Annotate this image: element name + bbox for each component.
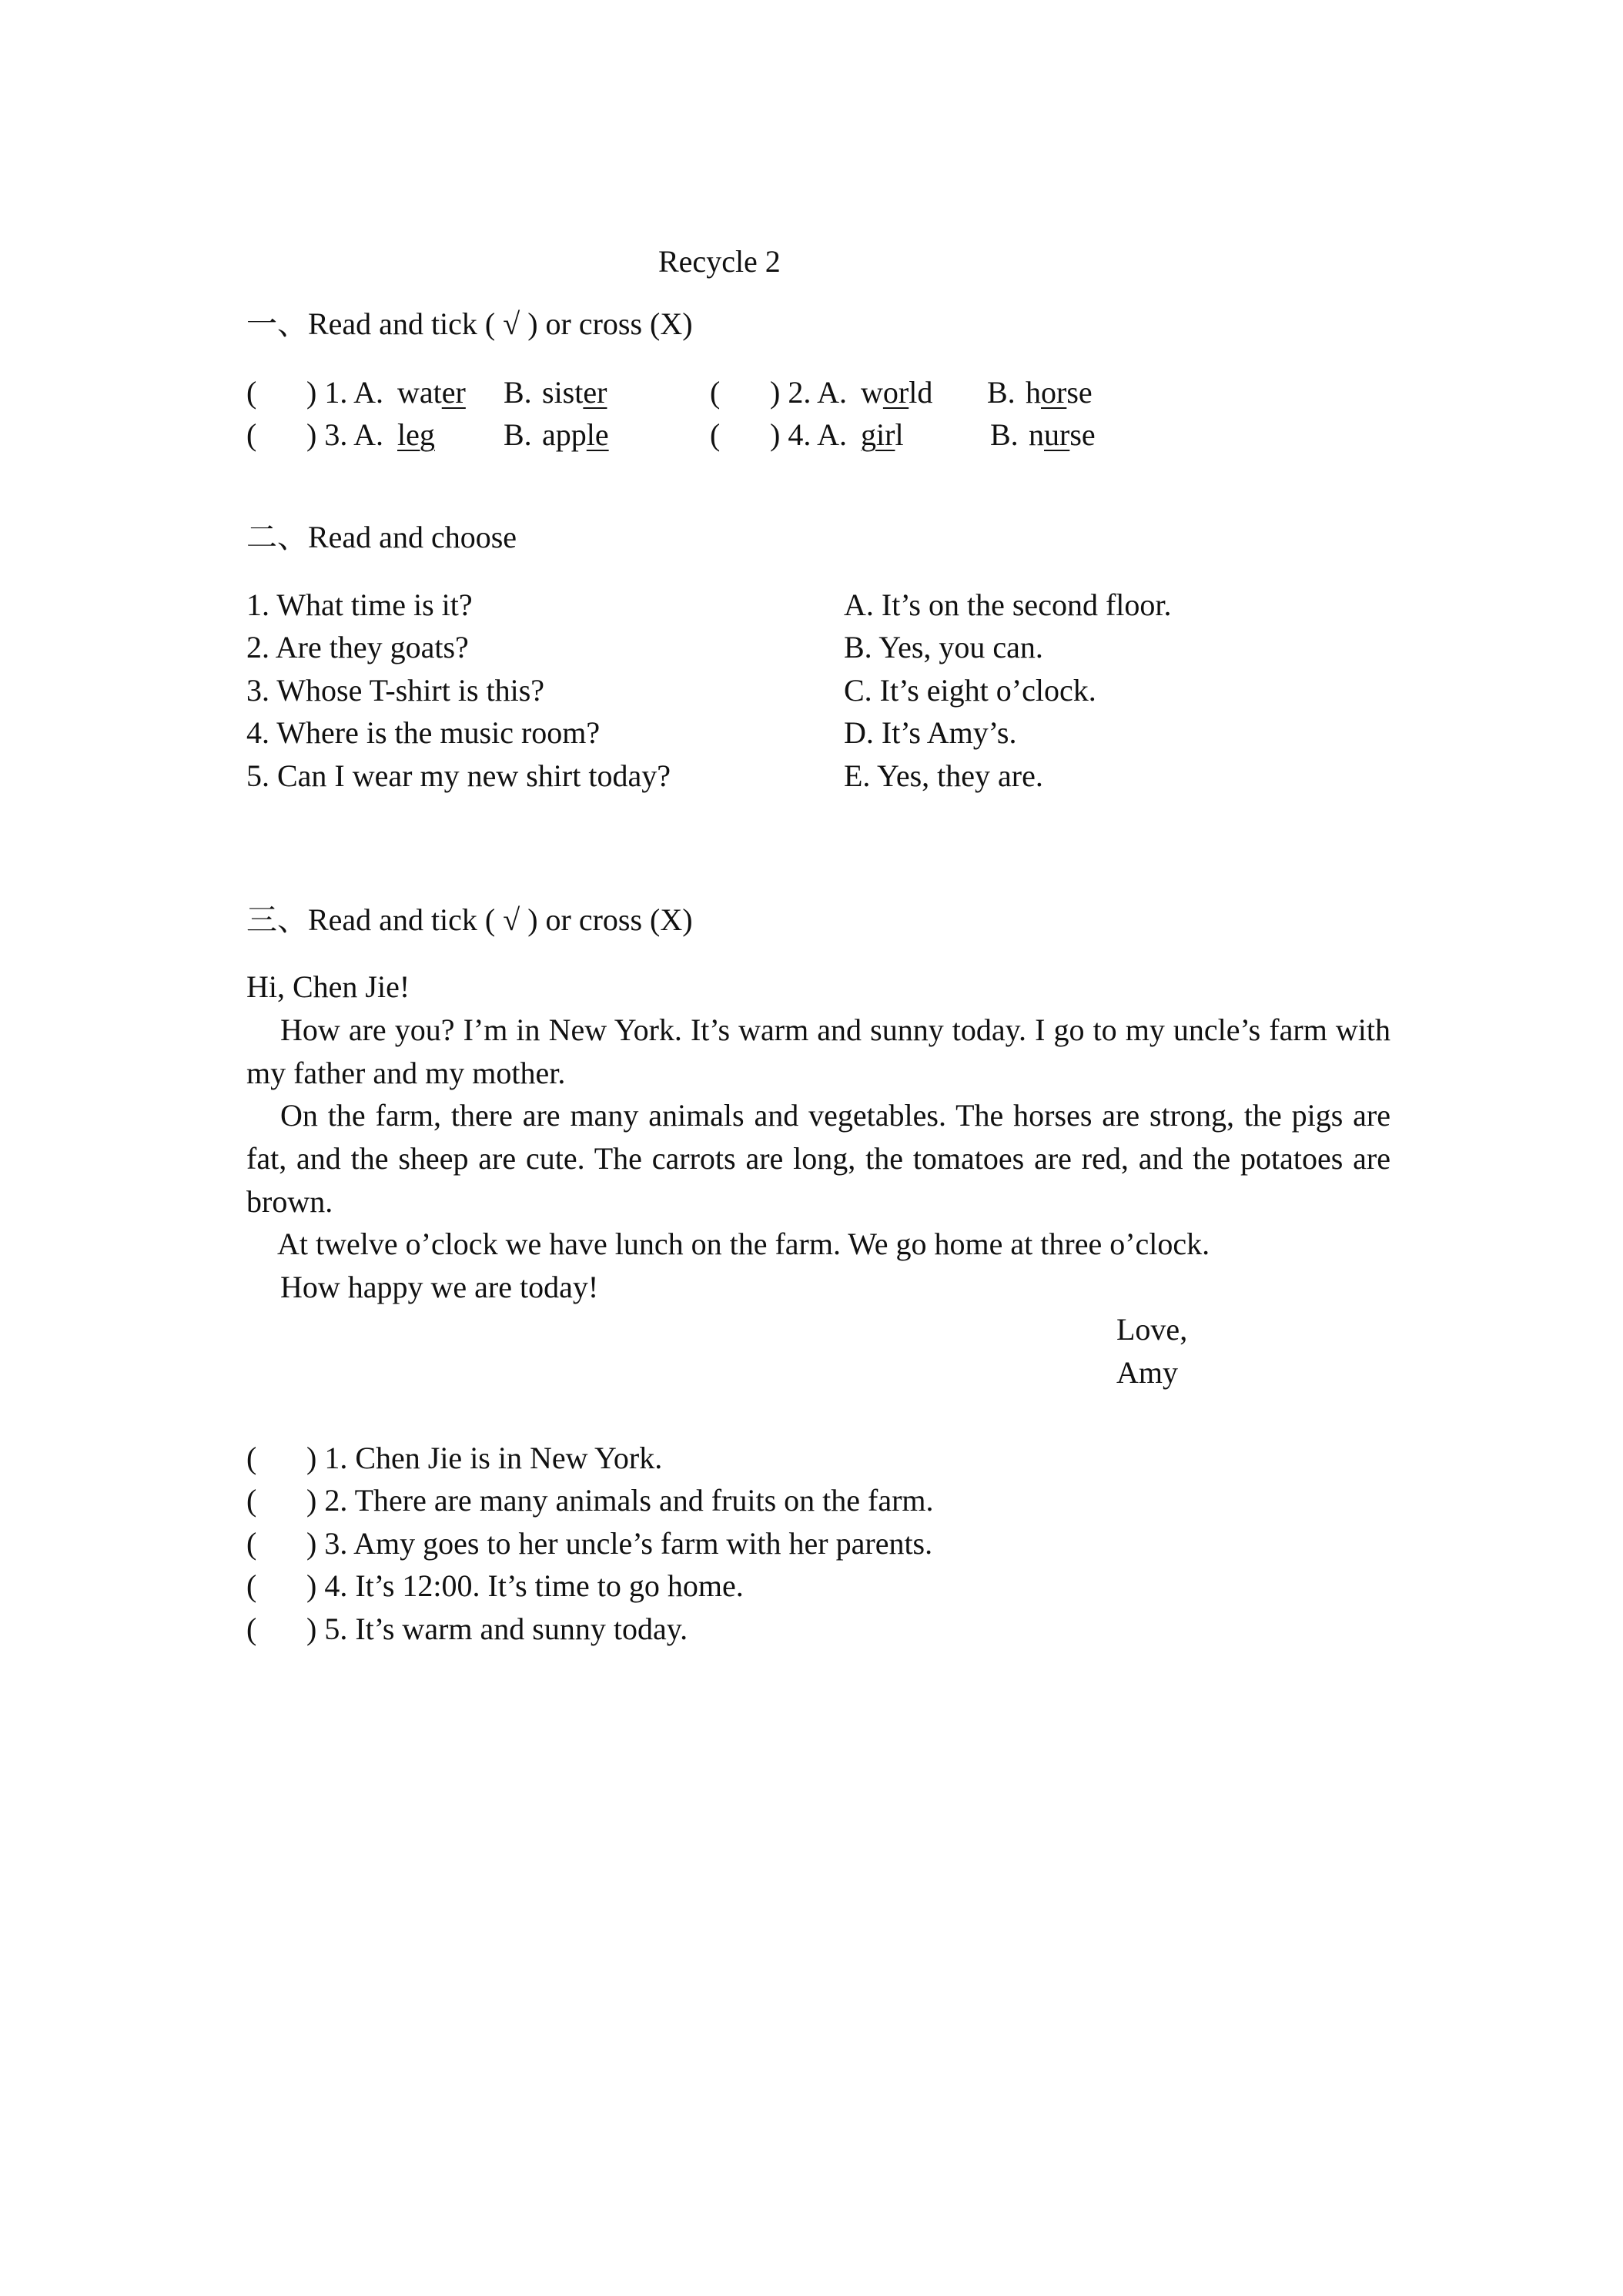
answer-paren[interactable]: ( — [246, 1483, 257, 1518]
answer-paren[interactable]: ( — [710, 417, 721, 452]
answer-paren[interactable]: ( — [246, 1568, 257, 1603]
page-title: Recycle 2 — [658, 244, 781, 279]
section2-heading: 二、Read and choose — [246, 520, 517, 554]
question-2: 2. Are they goats? — [246, 630, 469, 664]
letter-paragraph-3: At twelve o’clock we have lunch on the farm. We go home at three o’clock. — [277, 1227, 1210, 1261]
question-4: 4. Where is the music room? — [246, 715, 601, 750]
letter-paragraph-1: How are you? I’m in New York. It’s warm and sunny today. I go to my uncle’s farm with my father and my mother. — [246, 1012, 1390, 1090]
answer-b: B. Yes, you can. — [844, 630, 1043, 664]
answer-a: A. It’s on the second floor. — [844, 587, 1172, 622]
option-b-label: B. — [987, 375, 1016, 410]
option-b-label: B. — [504, 375, 532, 410]
item-number: ) 2. A. — [770, 375, 847, 410]
item-number: ) 4. A. — [770, 417, 847, 452]
letter-signature: Amy — [1116, 1355, 1178, 1390]
statement-text: ) 2. There are many animals and fruits on the farm. — [306, 1483, 934, 1518]
option-b-word: apple — [542, 417, 609, 452]
answer-d: D. It’s Amy’s. — [844, 715, 1017, 750]
option-b-word: horse — [1026, 375, 1093, 410]
option-a-word: leg — [397, 417, 435, 452]
option-b-label: B. — [990, 417, 1019, 452]
option-b-word: sister — [542, 375, 607, 410]
option-a-word: water — [397, 375, 466, 410]
item-number: ) 1. A. — [306, 375, 383, 410]
letter-closing: Love, — [1116, 1312, 1188, 1347]
answer-paren[interactable]: ( — [246, 417, 257, 452]
option-a-word: girl — [861, 417, 904, 452]
answer-paren[interactable]: ( — [246, 1612, 257, 1646]
letter-greeting: Hi, Chen Jie! — [246, 969, 410, 1004]
statement-text: ) 4. It’s 12:00. It’s time to go home. — [306, 1568, 744, 1603]
letter-paragraph-2: On the farm, there are many animals and vegetables. The horses are strong, the pigs are fat, and the sheep are cute. The carrots are long, the tomatoes are red, and the potatoes are brown. — [246, 1098, 1390, 1219]
answer-paren[interactable]: ( — [246, 375, 257, 410]
answer-paren[interactable]: ( — [710, 375, 721, 410]
answer-c: C. It’s eight o’clock. — [844, 673, 1096, 708]
answer-e: E. Yes, they are. — [844, 758, 1043, 793]
section1-heading: 一、Read and tick ( √ ) or cross (X) — [246, 306, 693, 341]
option-a-word: world — [861, 375, 933, 410]
statement-text: ) 3. Amy goes to her uncle’s farm with her parents. — [306, 1526, 933, 1561]
answer-paren[interactable]: ( — [246, 1526, 257, 1561]
letter-paragraph-4: How happy we are today! — [280, 1270, 599, 1304]
item-number: ) 3. A. — [306, 417, 383, 452]
statement-text: ) 1. Chen Jie is in New York. — [306, 1441, 663, 1475]
answer-paren[interactable]: ( — [246, 1441, 257, 1475]
question-3: 3. Whose T-shirt is this? — [246, 673, 545, 708]
statement-text: ) 5. It’s warm and sunny today. — [306, 1612, 688, 1646]
question-5: 5. Can I wear my new shirt today? — [246, 758, 671, 793]
question-1: 1. What time is it? — [246, 587, 473, 622]
section3-heading: 三、Read and tick ( √ ) or cross (X) — [246, 902, 693, 937]
option-b-label: B. — [504, 417, 532, 452]
option-b-word: nurse — [1029, 417, 1096, 452]
